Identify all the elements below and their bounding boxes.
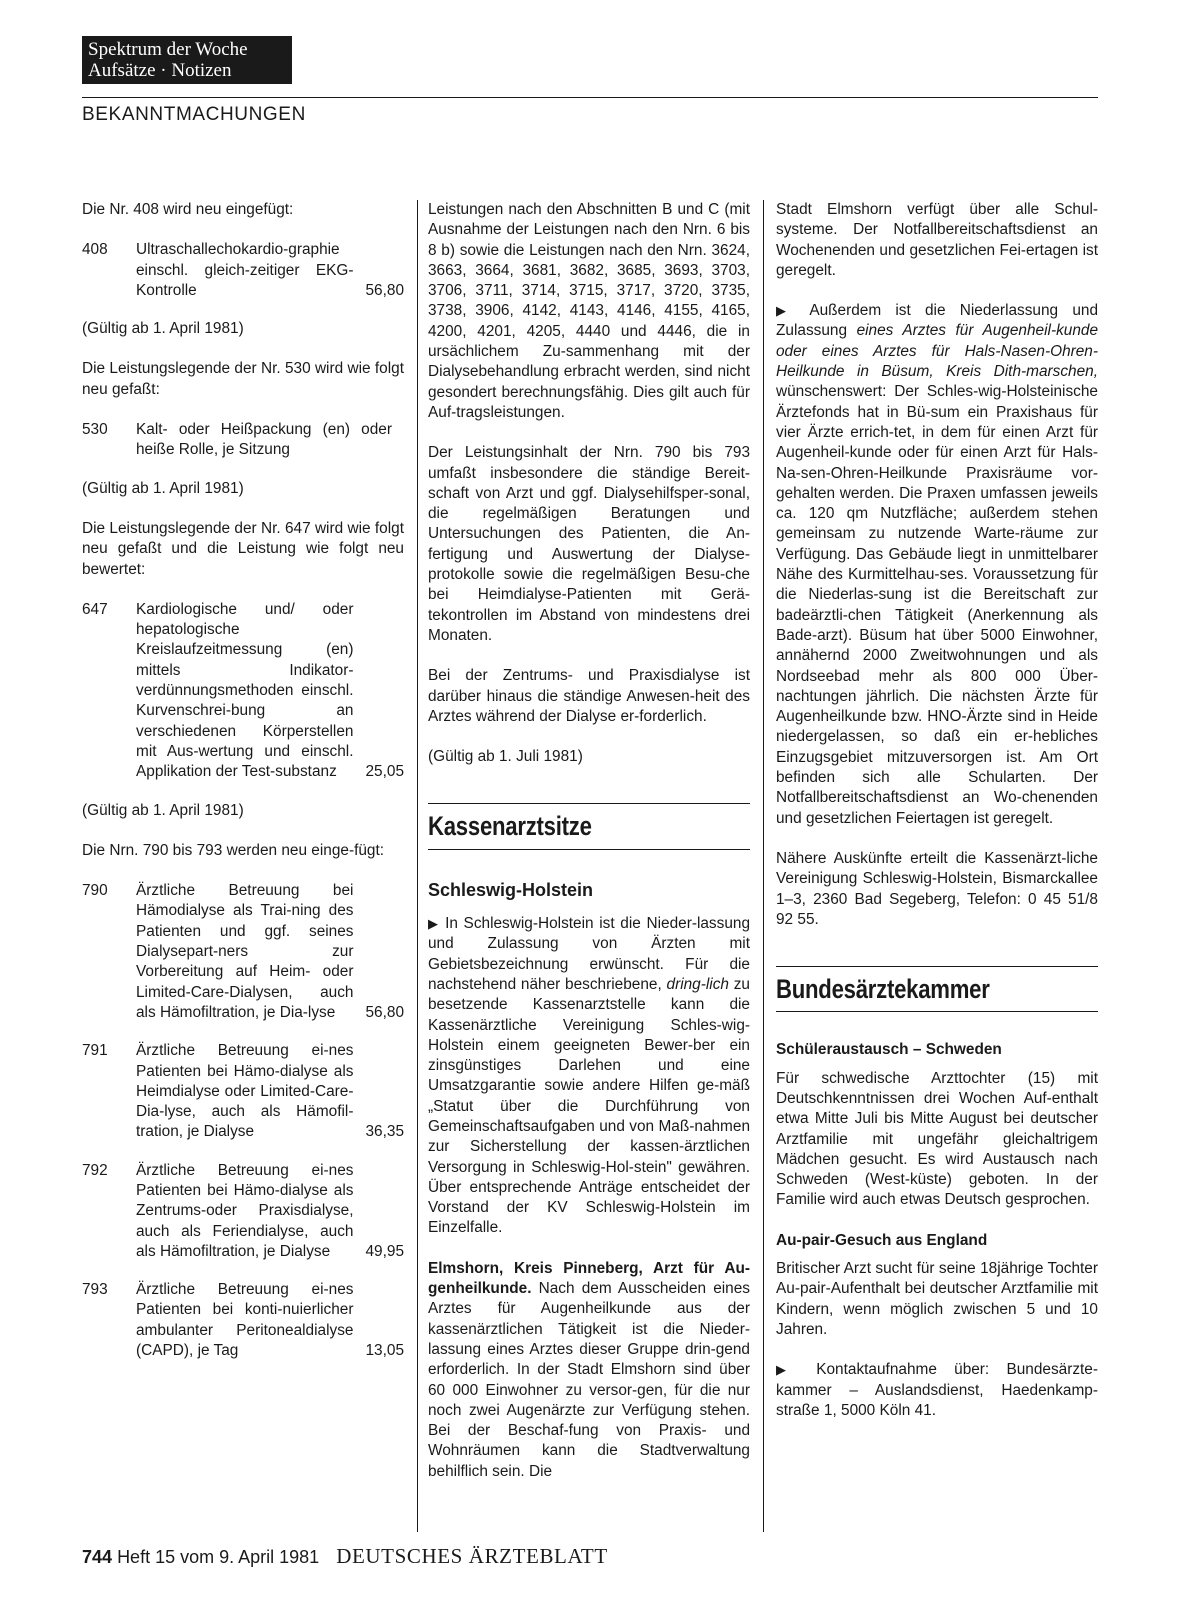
fee-number: 647 (82, 600, 108, 618)
subheading-schleswig-holstein: Schleswig-Holstein (428, 879, 594, 900)
paragraph: Leistungen nach den Abschnitten B und C (mit Ausnahme der Leistungen nach den Nrn. 6 bis 8 b) sowie die Leistungen nach den Nrn. 3624, 3663, 3664, 3681, 3682, 3685, 3693, 3703, 3706, 3711, 3714, 3715, 3717, 3720, 3735, 3738, 3906, 4142, 4143, 4146, 4155, 4165, 4200, 4201, 4205, 4440 und 4446, die in ursächlichem Zu-sammenhang mit der Dialysebehandlung erbracht werden, sind nicht gesondert berechnungsfähig. Dies gilt auch für Auf-tragsleistungen. (428, 201, 750, 421)
fee-number: 791 (82, 1042, 108, 1060)
heading-rule (776, 1011, 1098, 1012)
fee-price: 49,95 (365, 1242, 404, 1260)
fee-description: Kalt- oder Heißpackung (en) oder heiße Rolle, je Sitzung (136, 421, 392, 459)
fee-description: Ultraschallechokardio-graphie einschl. gleich-zeitiger EKG-Kontrolle (136, 241, 354, 299)
column-3 (776, 200, 1098, 1441)
column-2 (428, 200, 750, 1502)
paragraph: Bei der Zentrums- und Praxisdialyse ist darüber hinaus die ständige Anwesen-heit des Arztes während der Dialyse er-forderlich. (428, 667, 750, 725)
triangle-bullet-icon: ▶ (776, 1362, 799, 1378)
paragraph: Stadt Elmshorn verfügt über alle Schul-systeme. Der Notfallbereitschaftsdienst an Wochenenden und gesetzlichen Fei-ertagen ist geregelt. (776, 201, 1098, 279)
column-1 (82, 200, 404, 1379)
validity-note: (Gültig ab 1. April 1981) (82, 801, 244, 819)
paragraph: ▶ In Schleswig-Holstein ist die Nieder-lassung und Zulassung von Ärzten mit Gebietsbezeichnung erwünscht. Für die nachstehend näher beschriebene, dring-lich zu besetzende Kassenarztstelle kann die Kassenärztliche Vereinigung Schles-wig-Holstein einem geeigneten Bewer-ber ein zinsgünstiges Darlehen und eine Umsatzgarantie sowie andere Hilfen ge-mäß „Statut über die Durchführung von Gemeinschaftsaufgaben und von Maß-nahmen zur Sicherstellung der kassen-ärztlichen Versorgung in Schleswig-Hol-stein" gewähren. Über entsprechende Anträge entscheidet der Vorstand der KV Schleswig-Holstein im Einzelfalle. (428, 915, 751, 1237)
intro-790: Die Nrn. 790 bis 793 werden neu einge-fügt: (82, 841, 385, 859)
fee-description: Ärztliche Betreuung bei Hämodialyse als Trai-ning des Patienten und ggf. seines Dialysepart-ners zur Vorbereitung auf Heim- oder Limited-Care-Dialysen, auch als Hämofiltration, je Dia-lyse (136, 882, 354, 1021)
journal-name: DEUTSCHES ÄRZTEBLATT (336, 1544, 608, 1568)
section-title-line1: Spektrum der Woche (88, 39, 248, 60)
fee-number: 792 (82, 1161, 108, 1179)
fee-number: 408 (82, 241, 108, 259)
paragraph: ▶ Außerdem ist die Niederlassung und Zulassung eines Arztes für Augenheil-kunde oder eines Arztes für Hals-Nasen-Ohren-Heilkunde in Büsum, Kreis Dith-marschen, wünschenswert: Der Schles-wig-Holsteinische Ärztefonds hat in Bü-sum ein Praxishaus für vier Ärzte errich-tet, in dem für einen Arzt für Augenheil-kunde oder für einen Arzt für Hals-Na-sen-Ohren-Heilkunde Praxisräume vor-gehalten werden. Die Praxen umfassen jeweils ca. 120 qm Nutzfläche; außerdem stehen gemeinsam zu nutzende Warte-räume zur Verfügung. Das Gebäude liegt in unmittelbarer Nähe des Kurmittelhau-ses. Voraussetzung für die Niederlas-sung ist die Bereitschaft zur badeärztli-chen Tätigkeit (Anerkennung als Bade-arzt). Büsum hat über 5000 Einwohner, annähernd 2000 Zweitwohnungen und als Nordseebad mehr als 800 000 Über-nachtungen jährlich. Die nächsten Ärzte für Augenheilkunde bzw. HNO-Ärzte sind in Heide niedergelassen, so daß ein er-hebliches Einzugsgebiet mitzuversorgen ist. Am Ort befinden sich alle Schularten. Der Notfallbereitschaftsdienst an Wo-chenenden und gesetzlichen Feiertagen ist geregelt. (776, 302, 1099, 827)
journal-section-box (82, 36, 292, 84)
fee-entry-793 (82, 1280, 404, 1361)
validity-note: (Gültig ab 1. Juli 1981) (428, 748, 583, 766)
validity-note: (Gültig ab 1. April 1981) (82, 479, 244, 497)
fee-description: Kardiologische und/ oder hepatologische Kreislaufzeitmessung (en) mittels Indikator-verdünnungsmethoden einschl. Kurvenschrei-bung an verschiedenen Körperstellen mit Aus-wertung und einschl. Applikation der Test-substanz (136, 600, 354, 781)
paragraph: ▶ Kontaktaufnahme über: Bundesärzte-kammer – Auslandsdienst, Haedenkamp-straße 1, 5000 Köln 41. (776, 1361, 1098, 1419)
section-title-line2: Aufsätze · Notizen (88, 60, 232, 81)
fee-entry-792 (82, 1161, 404, 1262)
section-label: BEKANNTMACHUNGEN (82, 104, 306, 125)
heading-bundesaerztekammer: Bundesärztekammer (776, 974, 990, 1005)
heading-rule (428, 803, 750, 804)
fee-price: 56,80 (365, 281, 404, 299)
fee-entry-791 (82, 1041, 404, 1142)
issue-info: Heft 15 vom 9. April 1981 (117, 1547, 320, 1567)
fee-price: 56,80 (365, 1003, 404, 1021)
triangle-bullet-icon: ▶ (776, 303, 796, 319)
column-divider-2 (763, 200, 764, 1532)
paragraph: Nähere Auskünfte erteilt die Kassenärzt-liche Vereinigung Schleswig-Holstein, Bismarckallee 1–3, 2360 Bad Segeberg, Telefon: 0 45 51/8 92 55. (776, 849, 1098, 928)
intro-647: Die Leistungslegende der Nr. 647 wird wie folgt neu gefaßt und die Leistung wie folgt neu bewertet: (82, 519, 404, 578)
fee-price: 25,05 (365, 763, 404, 781)
fee-number: 530 (82, 421, 108, 439)
fee-number: 793 (82, 1281, 108, 1299)
paragraph: Für schwedische Arzttochter (15) mit Deutschkenntnissen drei Wochen Auf-enthalt etwa Mitte Juli bis Mitte August bei deutscher Arztfamilie mit ungefähr gleichaltrigem Mädchen gesucht. Es wird Austausch nach Schweden (West-küste) geboten. In der Familie wird auch etwas Deutsch gesprochen. (776, 1069, 1098, 1209)
fee-description: Ärztliche Betreuung ei-nes Patienten bei Hämo-dialyse als Zentrums-oder Praxisdialyse, auch als Feriendialyse, auch als Hämofiltration, je Dialyse (136, 1161, 354, 1260)
validity-note: (Gültig ab 1. April 1981) (82, 320, 244, 338)
subheading-au-pair: Au-pair-Gesuch aus England (776, 1231, 988, 1249)
page-number: 744 (82, 1547, 113, 1567)
paragraph: Elmshorn, Kreis Pinneberg, Arzt für Au-genheilkunde. Nach dem Ausscheiden eines Arztes für Augenheilkunde aus der kassenärztlichen Tätigkeit ist die Nieder-lassung eines Arztes dieser Gruppe drin-gend erforderlich. In der Stadt Elmshorn sind über 60 000 Einwohner zu versor-gen, für die nur noch zwei Augenärzte zur Verfügung stehen. Bei der Beschaf-fung von Praxis- und Wohnräumen kann die Stadtverwaltung behilflich sein. Die (428, 1259, 750, 1480)
heading-kassenarztsitze: Kassenarztsitze (428, 811, 592, 842)
heading-rule (776, 966, 1098, 967)
header-rule (82, 97, 1098, 98)
fee-entry-790 (82, 881, 404, 1023)
fee-price: 36,35 (365, 1123, 404, 1141)
fee-description: Ärztliche Betreuung ei-nes Patienten bei Hämo-dialyse als Heimdialyse oder Limited-Care-Dia-lyse, auch als Hämofil-tration, je Dialyse (136, 1042, 354, 1141)
fee-entry-647 (82, 600, 404, 783)
intro-530: Die Leistungslegende der Nr. 530 wird wie folgt neu gefaßt: (82, 360, 404, 398)
heading-rule (428, 849, 750, 850)
intro-408: Die Nr. 408 wird neu eingefügt: (82, 201, 294, 218)
subheading-schueleraustausch: Schüleraustausch – Schweden (776, 1041, 1002, 1059)
fee-price: 13,05 (365, 1342, 404, 1360)
triangle-bullet-icon: ▶ (428, 916, 440, 932)
fee-entry-530 (82, 420, 404, 461)
page-footer (82, 1544, 608, 1569)
paragraph: Der Leistungsinhalt der Nrn. 790 bis 793 umfaßt insbesondere die ständige Bereit-schaft von Arzt und ggf. Dialysehilfsper-sonal, die regelmäßigen Beratungen und Untersuchungen des Patienten, die An-fertigung und Auswertung der Dialyse-protokolle sowie die regelmäßigen Besu-che bei Heimdialyse-Patienten mit Gerä-tekontrollen im Abstand von mindestens drei Monaten. (428, 444, 750, 644)
column-divider-1 (417, 200, 418, 1532)
fee-number: 790 (82, 882, 108, 900)
paragraph: Britischer Arzt sucht für seine 18jährige Tochter Au-pair-Aufenthalt bei deutscher Arztfamilie mit Kindern, wenn möglich zwischen 5 und 10 Jahren. (776, 1260, 1098, 1338)
fee-description: Ärztliche Betreuung ei-nes Patienten bei konti-nuierlicher ambulanter Peritonealdialyse (CAPD), je Tag (136, 1281, 354, 1360)
fee-entry-408 (82, 240, 404, 301)
